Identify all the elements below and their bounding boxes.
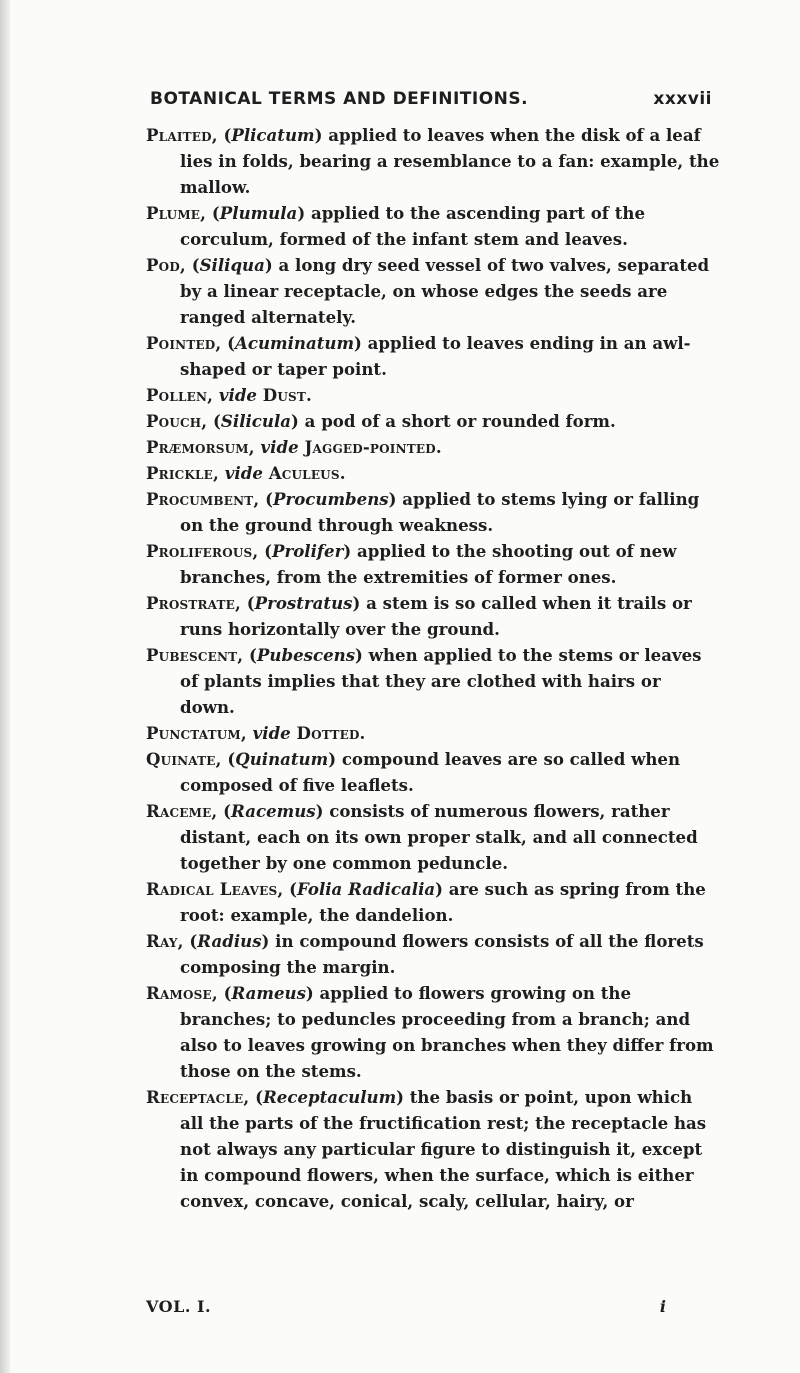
entry-paren-close: ) bbox=[264, 255, 273, 275]
entry-term: Pod, bbox=[146, 255, 186, 275]
entry-term: Præmorsum, bbox=[146, 437, 255, 457]
entry-term: Receptacle, bbox=[146, 1087, 250, 1107]
entry-definition: compound leaves are so called when composed of five leaflets. bbox=[180, 749, 681, 795]
glossary-entry bbox=[146, 798, 720, 876]
entry-latin-name: Procumbens bbox=[273, 489, 389, 509]
glossary-entry bbox=[146, 590, 720, 642]
glossary-entry bbox=[146, 486, 720, 538]
entry-paren-close: ) bbox=[354, 333, 362, 353]
glossary-entry bbox=[146, 876, 720, 928]
entry-term: Proliferous, bbox=[146, 541, 259, 561]
glossary-entry bbox=[146, 252, 720, 330]
glossary-entry bbox=[146, 746, 720, 798]
entry-crossref-target: Jagged-pointed. bbox=[304, 437, 442, 457]
entry-latin-name: Acuminatum bbox=[235, 333, 355, 353]
entry-paren-close: ) bbox=[305, 983, 314, 1003]
entry-latin-name: Prostratus bbox=[254, 593, 353, 613]
entry-latin-name: Siliqua bbox=[199, 255, 265, 275]
signature-mark: i bbox=[659, 1297, 666, 1316]
entry-crossref-target: Dust. bbox=[262, 385, 313, 405]
entry-paren-close: ) bbox=[315, 801, 324, 821]
entry-paren-close: ) bbox=[343, 541, 352, 561]
entry-term: Prickle, bbox=[146, 463, 220, 483]
entry-term: Pollen, bbox=[146, 385, 214, 405]
entry-definition: a long dry seed vessel of two valves, separated by a linear receptacle, on whose edges the seeds are ranged alternately. bbox=[180, 255, 710, 327]
entry-paren-close: ) bbox=[291, 411, 299, 431]
entry-term: Ramose, bbox=[146, 983, 218, 1003]
page-number: xxxvii bbox=[653, 89, 712, 109]
entry-definition: a pod of a short or rounded form. bbox=[298, 411, 616, 431]
entry-term: Procumbent, bbox=[146, 489, 260, 509]
entry-vide: vide bbox=[213, 385, 263, 405]
entry-vide: vide bbox=[254, 437, 305, 457]
glossary-entry-crossref bbox=[146, 460, 720, 486]
entry-paren-open: ( bbox=[258, 541, 272, 561]
entry-paren-open: ( bbox=[183, 931, 198, 951]
running-header bbox=[150, 89, 712, 115]
page-footer bbox=[146, 1297, 720, 1321]
entry-latin-name: Radius bbox=[197, 931, 262, 951]
entry-paren-open: ( bbox=[259, 489, 274, 509]
entry-definition: applied to the ascending part of the corculum, formed of the infant stem and leaves. bbox=[180, 203, 646, 249]
entry-definition: when applied to the stems or leaves of plants implies that they are clothed with hairs or down. bbox=[180, 645, 702, 717]
entry-paren-open: ( bbox=[185, 255, 200, 275]
glossary-entry bbox=[146, 642, 720, 720]
entry-definition: applied to flowers growing on the branches; to peduncles proceeding from a branch; and also to leaves growing on branches when they differ from those on the stems. bbox=[180, 983, 714, 1081]
glossary-entry bbox=[146, 200, 720, 252]
glossary-entry-crossref bbox=[146, 434, 720, 460]
glossary-entry bbox=[146, 980, 720, 1084]
entry-latin-name: Folia Radicalia bbox=[297, 879, 436, 899]
entry-term: Plume, bbox=[146, 203, 207, 223]
entry-paren-close: ) bbox=[352, 593, 361, 613]
glossary-entry bbox=[146, 330, 720, 382]
entry-term: Radical Leaves, bbox=[146, 879, 284, 899]
entry-term: Pointed, bbox=[146, 333, 222, 353]
entry-paren-open: ( bbox=[217, 983, 232, 1003]
entry-crossref-target: Aculeus. bbox=[268, 463, 346, 483]
entry-paren-open: ( bbox=[207, 411, 221, 431]
entry-definition: consists of numerous flowers, rather distant, each on its own proper stalk, and all connected together by one common peduncle. bbox=[180, 801, 698, 873]
glossary-entry bbox=[146, 408, 720, 434]
glossary-entry-crossref bbox=[146, 720, 720, 746]
glossary-entry bbox=[146, 928, 720, 980]
entry-paren-close: ) bbox=[396, 1087, 404, 1107]
glossary-entry bbox=[146, 122, 720, 200]
entry-paren-close: ) bbox=[355, 645, 363, 665]
entry-definition: a stem is so called when it trails or runs horizontally over the ground. bbox=[180, 593, 692, 639]
entry-paren-open: ( bbox=[217, 801, 232, 821]
entry-paren-open: ( bbox=[217, 125, 232, 145]
glossary-entry bbox=[146, 1084, 720, 1214]
entry-latin-name: Receptaculum bbox=[263, 1087, 397, 1107]
entry-definition: applied to stems lying or falling on the ground through weakness. bbox=[180, 489, 700, 535]
entry-term: Pubescent, bbox=[146, 645, 244, 665]
entry-paren-open: ( bbox=[221, 749, 236, 769]
entry-latin-name: Silicula bbox=[220, 411, 292, 431]
entry-definition: in compound flowers consists of all the florets composing the margin. bbox=[180, 931, 704, 977]
entry-definition: applied to leaves ending in an awl-shaped or taper point. bbox=[180, 333, 691, 379]
entry-paren-close: ) bbox=[328, 749, 337, 769]
entry-definition: applied to leaves when the disk of a leaf lies in folds, bearing a resemblance to a fan: example, the mallow. bbox=[180, 125, 720, 197]
entry-definition: applied to the shooting out of new branches, from the extremities of former ones. bbox=[180, 541, 677, 587]
entry-paren-close: ) bbox=[261, 931, 270, 951]
entry-paren-close: ) bbox=[297, 203, 306, 223]
entry-latin-name: Pubescens bbox=[256, 645, 356, 665]
entry-paren-open: ( bbox=[240, 593, 255, 613]
entry-term: Prostrate, bbox=[146, 593, 241, 613]
entry-latin-name: Quinatum bbox=[235, 749, 329, 769]
entry-latin-name: Rameus bbox=[231, 983, 306, 1003]
entry-latin-name: Prolifer bbox=[272, 541, 344, 561]
entry-paren-open: ( bbox=[206, 203, 220, 223]
entry-latin-name: Plumula bbox=[219, 203, 298, 223]
entry-latin-name: Racemus bbox=[231, 801, 316, 821]
volume-label: VOL. I. bbox=[146, 1297, 212, 1316]
entry-vide: vide bbox=[246, 723, 297, 743]
entry-term: Pouch, bbox=[146, 411, 208, 431]
entry-paren-open: ( bbox=[249, 1087, 263, 1107]
entry-term: Ray, bbox=[146, 931, 184, 951]
entry-paren-close: ) bbox=[435, 879, 443, 899]
entry-term: Plaited, bbox=[146, 125, 218, 145]
entry-paren-open: ( bbox=[221, 333, 236, 353]
entry-paren-open: ( bbox=[243, 645, 257, 665]
entry-paren-open: ( bbox=[283, 879, 297, 899]
entry-definition: are such as spring from the root: example, the dandelion. bbox=[180, 879, 706, 925]
entry-definition: the basis or point, upon which all the parts of the fructification rest; the receptacle has not always any particular figure to distinguish it, except in compound flowers, when the surface, which is either convex, concave, conical, scaly, cellular, hairy, or bbox=[180, 1087, 707, 1211]
glossary-entries bbox=[146, 122, 720, 1214]
glossary-entry bbox=[146, 538, 720, 590]
entry-term: Quinate, bbox=[146, 749, 222, 769]
entry-vide: vide bbox=[219, 463, 269, 483]
entry-latin-name: Plicatum bbox=[231, 125, 315, 145]
entry-paren-close: ) bbox=[314, 125, 323, 145]
entry-term: Punctatum, bbox=[146, 723, 247, 743]
header-title: BOTANICAL TERMS AND DEFINITIONS. bbox=[150, 89, 529, 109]
entry-paren-close: ) bbox=[388, 489, 397, 509]
entry-term: Raceme, bbox=[146, 801, 218, 821]
page-binding-edge bbox=[0, 0, 10, 1373]
glossary-entry-crossref bbox=[146, 382, 720, 408]
entry-crossref-target: Dotted. bbox=[296, 723, 366, 743]
